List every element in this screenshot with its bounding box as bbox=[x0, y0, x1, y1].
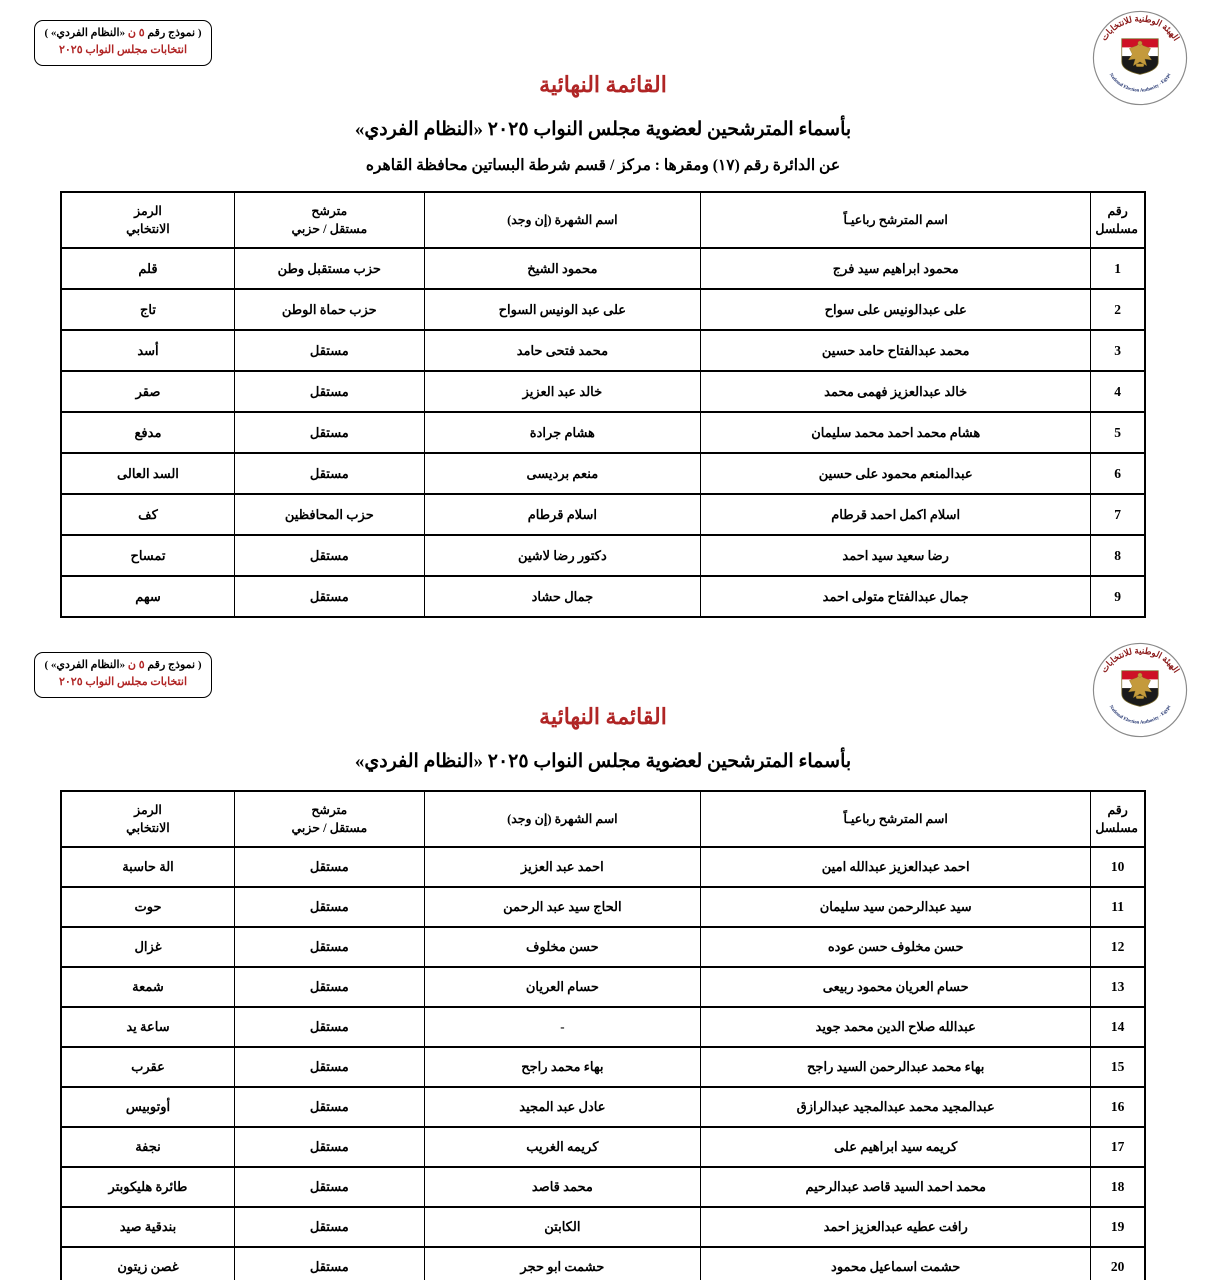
cell-affiliation: مستقل bbox=[234, 1087, 424, 1127]
header-candidate-name: اسم المترشح رباعيـاً bbox=[701, 192, 1091, 248]
table-row bbox=[61, 371, 1145, 412]
cell-candidate-name: بهاء محمد عبدالرحمن السيد راجح bbox=[701, 1047, 1091, 1087]
cell-serial: 12 bbox=[1091, 927, 1145, 967]
table-row bbox=[61, 1207, 1145, 1247]
cell-candidate-name: رضا سعيد سيد احمد bbox=[701, 535, 1091, 576]
cell-candidate-name: خالد عبدالعزيز فهمى محمد bbox=[701, 371, 1091, 412]
form-number-red: ٥ ن bbox=[127, 659, 145, 671]
cell-symbol: أوتوبيس bbox=[61, 1087, 234, 1127]
form-number-suffix: «النظام الفردي» ) bbox=[44, 27, 128, 39]
cell-serial: 8 bbox=[1091, 535, 1145, 576]
cell-known-as: كريمه الغريب bbox=[424, 1127, 700, 1167]
table-row bbox=[61, 453, 1145, 494]
cell-known-as: محمود الشيخ bbox=[424, 248, 700, 289]
svg-text:الهيئة الوطنية للانتخابات: الهيئة الوطنية للانتخابات bbox=[1098, 13, 1182, 43]
cell-symbol: غزال bbox=[61, 927, 234, 967]
cell-known-as: محمد فتحى حامد bbox=[424, 330, 700, 371]
cell-symbol: ساعة يد bbox=[61, 1007, 234, 1047]
cell-candidate-name: اسلام اكمل احمد قرطام bbox=[701, 494, 1091, 535]
cell-affiliation: مستقل bbox=[234, 967, 424, 1007]
cell-candidate-name: محمد احمد السيد قاصد عبدالرحيم bbox=[701, 1167, 1091, 1207]
form-number-box bbox=[34, 20, 212, 66]
header-serial-line1: رقم bbox=[1107, 802, 1128, 817]
cell-candidate-name: حشمت اسماعيل محمود bbox=[701, 1247, 1091, 1280]
cell-symbol: تاج bbox=[61, 289, 234, 330]
cell-affiliation: حزب المحافظين bbox=[234, 494, 424, 535]
cell-affiliation: مستقل bbox=[234, 1207, 424, 1247]
table-row bbox=[61, 330, 1145, 371]
header-symbol bbox=[61, 192, 234, 248]
table-row bbox=[61, 1127, 1145, 1167]
header-serial bbox=[1091, 791, 1145, 847]
cell-known-as: جمال حشاد bbox=[424, 576, 700, 617]
cell-known-as: حسن مخلوف bbox=[424, 927, 700, 967]
cell-symbol: سهم bbox=[61, 576, 234, 617]
table-row bbox=[61, 1087, 1145, 1127]
section-divider-gap bbox=[60, 618, 1146, 644]
table-row bbox=[61, 1167, 1145, 1207]
cell-candidate-name: عبدالله صلاح الدين محمد جويد bbox=[701, 1007, 1091, 1047]
table1-header-row bbox=[61, 192, 1145, 248]
cell-symbol: غصن زيتون bbox=[61, 1247, 234, 1280]
svg-text:National Election Authority -: National Election Authority - Egypt bbox=[1107, 72, 1173, 94]
table-row bbox=[61, 887, 1145, 927]
header-symbol-line1: الرمز bbox=[134, 802, 162, 817]
cell-affiliation: مستقل bbox=[234, 576, 424, 617]
header-affiliation bbox=[234, 791, 424, 847]
cell-symbol: نجفة bbox=[61, 1127, 234, 1167]
form-number-line2: انتخابات مجلس النواب ٢٠٢٥ bbox=[58, 676, 188, 689]
cell-symbol: صقر bbox=[61, 371, 234, 412]
header-serial-line2: مسلسل bbox=[1095, 821, 1138, 835]
cell-known-as: - bbox=[424, 1007, 700, 1047]
section2-subtitle: بأسماء المترشحين لعضوية مجلس النواب ٢٠٢٥ «النظام الفردي» bbox=[354, 751, 852, 772]
cell-candidate-name: محمد عبدالفتاح حامد حسين bbox=[701, 330, 1091, 371]
header-known-as: اسم الشهرة (إن وجد) bbox=[424, 192, 700, 248]
cell-candidate-name: عبدالمجيد محمد عبدالمجيد عبدالرازق bbox=[701, 1087, 1091, 1127]
section1-title: القائمة النهائية bbox=[539, 72, 667, 97]
cell-symbol: قلم bbox=[61, 248, 234, 289]
header-symbol-line2: الانتخابي bbox=[126, 222, 170, 236]
cell-affiliation: مستقل bbox=[234, 1047, 424, 1087]
cell-serial: 2 bbox=[1091, 289, 1145, 330]
cell-serial: 18 bbox=[1091, 1167, 1145, 1207]
svg-text:National Election Authority -: National Election Authority - Egypt bbox=[1107, 704, 1173, 726]
cell-serial: 10 bbox=[1091, 847, 1145, 887]
cell-known-as: حشمت ابو حجر bbox=[424, 1247, 700, 1280]
cell-serial: 17 bbox=[1091, 1127, 1145, 1167]
cell-serial: 7 bbox=[1091, 494, 1145, 535]
cell-candidate-name: سيد عبدالرحمن سيد سليمان bbox=[701, 887, 1091, 927]
table-row bbox=[61, 412, 1145, 453]
cell-serial: 6 bbox=[1091, 453, 1145, 494]
cell-known-as: الكابتن bbox=[424, 1207, 700, 1247]
cell-affiliation: مستقل bbox=[234, 847, 424, 887]
election-authority-logo-icon bbox=[1092, 642, 1188, 738]
form-number-box-2 bbox=[34, 652, 212, 698]
form-number-line2: انتخابات مجلس النواب ٢٠٢٥ bbox=[58, 44, 188, 57]
cell-serial: 14 bbox=[1091, 1007, 1145, 1047]
svg-text:الهيئة الوطنية للانتخابات: الهيئة الوطنية للانتخابات bbox=[1098, 645, 1182, 675]
cell-candidate-name: رافت عطيه عبدالعزيز احمد bbox=[701, 1207, 1091, 1247]
form-number-suffix: «النظام الفردي» ) bbox=[44, 659, 128, 671]
section2-header bbox=[44, 644, 1182, 773]
cell-affiliation: مستقل bbox=[234, 453, 424, 494]
cell-known-as: حسام العريان bbox=[424, 967, 700, 1007]
election-authority-logo bbox=[1092, 10, 1188, 106]
cell-symbol: مدفع bbox=[61, 412, 234, 453]
header-symbol bbox=[61, 791, 234, 847]
cell-candidate-name: حسام العريان محمود ربيعى bbox=[701, 967, 1091, 1007]
cell-serial: 3 bbox=[1091, 330, 1145, 371]
cell-affiliation: مستقل bbox=[234, 927, 424, 967]
cell-serial: 20 bbox=[1091, 1247, 1145, 1280]
table-row bbox=[61, 1007, 1145, 1047]
cell-affiliation: حزب مستقبل وطن bbox=[234, 248, 424, 289]
cell-serial: 9 bbox=[1091, 576, 1145, 617]
cell-known-as: عادل عبد المجيد bbox=[424, 1087, 700, 1127]
section1-district-line: عن الدائرة رقم (١٧) ومقرها : مركز / قسم شرطة البساتين محافظة القاهره bbox=[365, 157, 841, 174]
table2-header-row bbox=[61, 791, 1145, 847]
cell-candidate-name: كريمه سيد ابراهيم على bbox=[701, 1127, 1091, 1167]
form-number-prefix: ( نموذج رقم bbox=[144, 659, 202, 671]
cell-affiliation: مستقل bbox=[234, 412, 424, 453]
cell-serial: 13 bbox=[1091, 967, 1145, 1007]
cell-serial: 19 bbox=[1091, 1207, 1145, 1247]
cell-candidate-name: حسن مخلوف حسن عوده bbox=[701, 927, 1091, 967]
header-symbol-line2: الانتخابي bbox=[126, 821, 170, 835]
header-affiliation-line1: مترشح bbox=[311, 802, 348, 817]
cell-known-as: بهاء محمد راجح bbox=[424, 1047, 700, 1087]
cell-known-as: اسلام قرطام bbox=[424, 494, 700, 535]
cell-candidate-name: عبدالمنعم محمود على حسين bbox=[701, 453, 1091, 494]
cell-serial: 15 bbox=[1091, 1047, 1145, 1087]
section1-header bbox=[44, 12, 1182, 175]
header-serial bbox=[1091, 192, 1145, 248]
cell-symbol: حوت bbox=[61, 887, 234, 927]
cell-affiliation: مستقل bbox=[234, 1007, 424, 1047]
candidates-table-2 bbox=[60, 790, 1146, 1280]
candidates-table-1 bbox=[60, 191, 1146, 618]
form-number-line1 bbox=[41, 25, 205, 42]
header-affiliation-line2: مستقل / حزبي bbox=[291, 821, 368, 835]
cell-affiliation: مستقل bbox=[234, 887, 424, 927]
table-row bbox=[61, 248, 1145, 289]
header-symbol-line1: الرمز bbox=[134, 203, 162, 218]
table-row bbox=[61, 1047, 1145, 1087]
table-row bbox=[61, 289, 1145, 330]
table-row bbox=[61, 847, 1145, 887]
cell-known-as: الحاج سيد عبد الرحمن bbox=[424, 887, 700, 927]
cell-symbol: بندقية صيد bbox=[61, 1207, 234, 1247]
cell-affiliation: مستقل bbox=[234, 1167, 424, 1207]
cell-known-as: منعم برديسى bbox=[424, 453, 700, 494]
table-row bbox=[61, 1247, 1145, 1280]
cell-candidate-name: على عبدالونيس على سواح bbox=[701, 289, 1091, 330]
cell-affiliation: مستقل bbox=[234, 330, 424, 371]
table-row bbox=[61, 927, 1145, 967]
header-affiliation bbox=[234, 192, 424, 248]
cell-known-as: احمد عبد العزيز bbox=[424, 847, 700, 887]
form-number-line1 bbox=[41, 657, 205, 674]
cell-affiliation: حزب حماة الوطن bbox=[234, 289, 424, 330]
header-known-as: اسم الشهرة (إن وجد) bbox=[424, 791, 700, 847]
table-row bbox=[61, 494, 1145, 535]
election-authority-logo-icon bbox=[1092, 10, 1188, 106]
cell-serial: 11 bbox=[1091, 887, 1145, 927]
cell-serial: 4 bbox=[1091, 371, 1145, 412]
section2-title: القائمة النهائية bbox=[539, 704, 667, 729]
cell-candidate-name: جمال عبدالفتاح متولى احمد bbox=[701, 576, 1091, 617]
table-row bbox=[61, 535, 1145, 576]
cell-candidate-name: احمد عبدالعزيز عبدالله امين bbox=[701, 847, 1091, 887]
cell-symbol: الة حاسبة bbox=[61, 847, 234, 887]
cell-known-as: على عبد الونيس السواح bbox=[424, 289, 700, 330]
cell-known-as: خالد عبد العزيز bbox=[424, 371, 700, 412]
cell-candidate-name: محمود ابراهيم سيد فرج bbox=[701, 248, 1091, 289]
table-row bbox=[61, 576, 1145, 617]
cell-symbol: عقرب bbox=[61, 1047, 234, 1087]
cell-symbol: تمساح bbox=[61, 535, 234, 576]
header-serial-line2: مسلسل bbox=[1095, 222, 1138, 236]
cell-candidate-name: هشام محمد احمد محمد سليمان bbox=[701, 412, 1091, 453]
cell-affiliation: مستقل bbox=[234, 535, 424, 576]
cell-known-as: دكتور رضا لاشين bbox=[424, 535, 700, 576]
header-affiliation-line2: مستقل / حزبي bbox=[291, 222, 368, 236]
cell-serial: 1 bbox=[1091, 248, 1145, 289]
cell-symbol: أسد bbox=[61, 330, 234, 371]
cell-symbol: السد العالى bbox=[61, 453, 234, 494]
cell-symbol: شمعة bbox=[61, 967, 234, 1007]
cell-serial: 5 bbox=[1091, 412, 1145, 453]
header-candidate-name: اسم المترشح رباعيـاً bbox=[701, 791, 1091, 847]
header-affiliation-line1: مترشح bbox=[311, 203, 348, 218]
election-authority-logo-2 bbox=[1092, 642, 1188, 738]
form-number-prefix: ( نموذج رقم bbox=[144, 27, 202, 39]
cell-serial: 16 bbox=[1091, 1087, 1145, 1127]
cell-affiliation: مستقل bbox=[234, 1127, 424, 1167]
header-serial-line1: رقم bbox=[1107, 203, 1128, 218]
cell-affiliation: مستقل bbox=[234, 371, 424, 412]
form-number-red: ٥ ن bbox=[127, 27, 145, 39]
cell-known-as: هشام جرادة bbox=[424, 412, 700, 453]
table-row bbox=[61, 967, 1145, 1007]
cell-symbol: كف bbox=[61, 494, 234, 535]
cell-known-as: محمد قاصد bbox=[424, 1167, 700, 1207]
section1-subtitle: بأسماء المترشحين لعضوية مجلس النواب ٢٠٢٥ «النظام الفردي» bbox=[354, 119, 852, 140]
cell-affiliation: مستقل bbox=[234, 1247, 424, 1280]
cell-symbol: طائرة هليكوبتر bbox=[61, 1167, 234, 1207]
